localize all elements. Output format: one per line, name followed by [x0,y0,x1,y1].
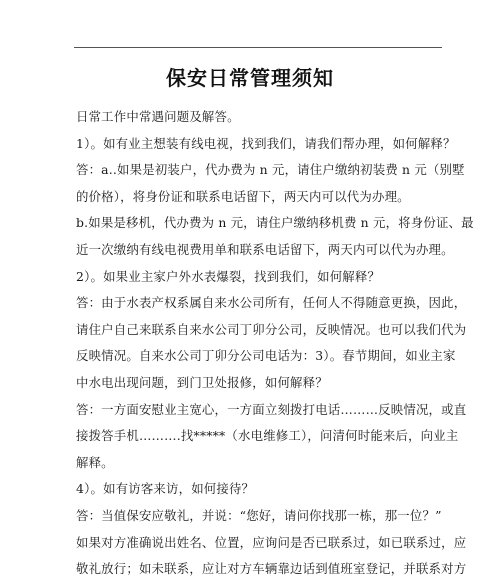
text-line: 解释。 [76,454,114,470]
text-line: 日常工作中常遇问题及解答。 [76,109,240,124]
document-body [76,104,474,583]
text-line: 中水电出现问题，到门卫处报修，如何解释？ [76,374,328,390]
text-line: 反映情况。自来水公司丁卯分公司电话为：3）。春节期间，如业主家 [76,348,456,364]
text-line: 答：由于水表产权系属自来水公司所有，任何人不得随意更换，因此， [76,295,467,311]
text-line: 4）。如有访客来访，如何接待？ [76,481,255,497]
text-line: 1）。如有业主想装有线电视，找到我们，请我们帮办理，如何解释？ [76,135,456,151]
text-line: 接拨答手机……….找*****（水电维修工），问清何时能来后，向业主 [76,428,459,444]
text-line: 敬礼放行；如未联系，应让对方车辆靠边话到值班室登记，并联系对方 [76,561,467,577]
text-line: b.如果是移机，代办费为 n 元，请住户缴纳移机费 n 元，将身份证、最 [76,215,474,231]
text-line: 答：当值保安应敬礼，并说：“您好，请问你找那一栋，那一位？” [76,507,442,523]
text-line: 答：一方面安慰业主宽心，一方面立刻拨打电话………反映情况，或直 [76,401,467,417]
header-rule [74,47,442,48]
text-line: 的价格），将身份证和联系电话留下，两天内可以代为办理。 [76,188,410,204]
text-line: 如果对方准确说出姓名、位置，应询问是否已联系过，如已联系过，应 [76,534,467,550]
text-line: 近一次缴纳有线电视费用单和联系电话留下，两天内可以代为办理。 [76,241,454,257]
text-line: 2）。如果业主家户外水表爆裂，找到我们，如何解释？ [76,268,381,284]
text-line: 答：a..如果是初装户，代办费为 n 元，请住户缴纳初装费 n 元（别墅 [76,162,465,178]
text-line: 请住户自己来联系自来水公司丁卯分公司，反映情况。也可以我们代为 [76,321,467,337]
document-title: 保安日常管理须知 [166,66,334,90]
